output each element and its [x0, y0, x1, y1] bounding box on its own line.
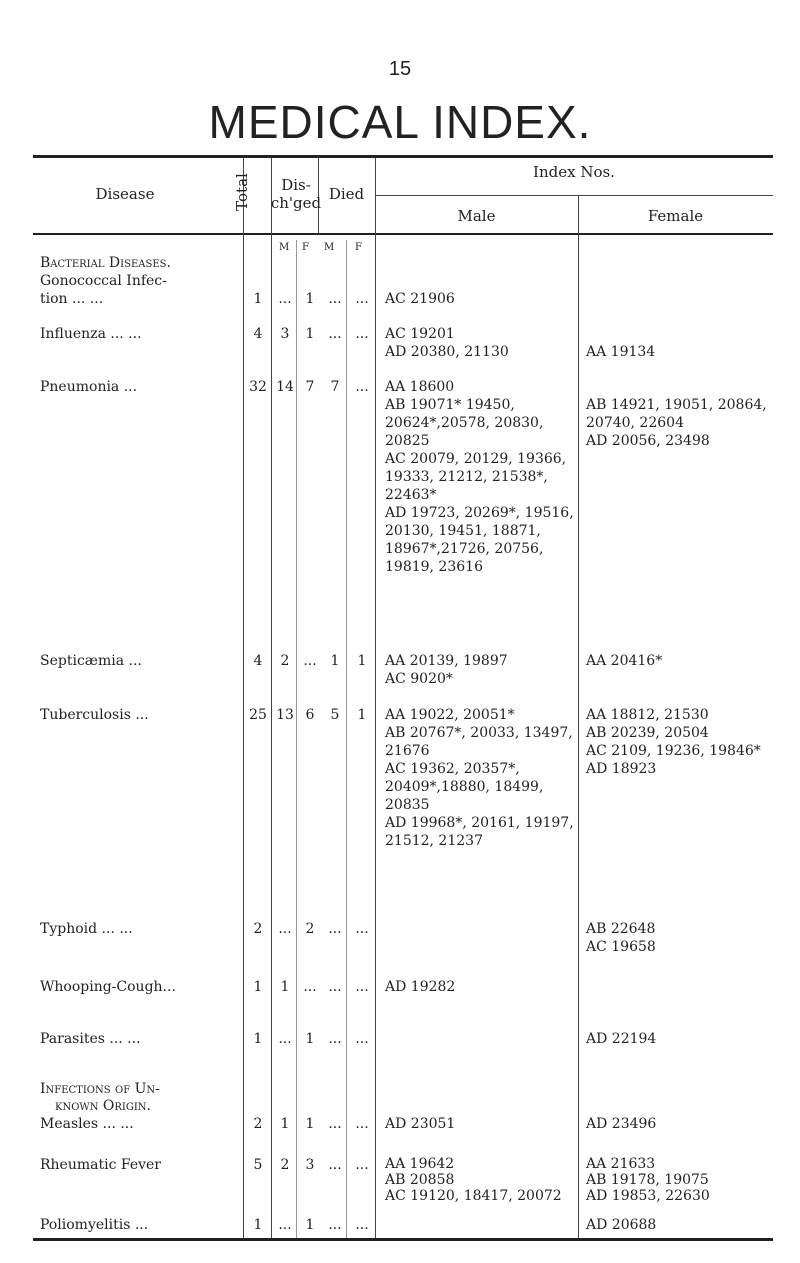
disease-name: Tuberculosis ...	[40, 707, 149, 723]
disease-name: Septicæmia ...	[40, 653, 142, 669]
male-index: AA 19642 AB 20858 AC 19120, 18417, 20072	[385, 1156, 562, 1204]
discharged-f: ...	[303, 653, 317, 669]
discharged-f: ...	[303, 979, 317, 995]
discharged-f: 1	[305, 326, 315, 342]
female-index: AA 20416*	[586, 653, 663, 669]
discharged-m: ...	[278, 291, 292, 307]
died-f: ...	[355, 1217, 369, 1233]
total: 5	[253, 1157, 263, 1173]
header-male: Male	[457, 207, 496, 225]
disease-name: Rheumatic Fever	[40, 1157, 161, 1173]
index-subrule	[375, 195, 773, 196]
sub-died-m: M	[324, 242, 335, 253]
bottom-rule	[33, 1238, 773, 1241]
female-index: AB 22648 AC 19658	[586, 921, 656, 955]
total: 2	[253, 1116, 263, 1132]
discharged-f: 6	[305, 707, 315, 723]
female-index: AA 19134	[586, 344, 656, 360]
female-index: AA 18812, 21530 AB 20239, 20504 AC 2109, 19236, 19846* AD 18923	[586, 707, 761, 777]
discharged-m: 2	[280, 653, 290, 669]
page-number: 15	[388, 58, 412, 80]
died-f: 1	[357, 707, 367, 723]
died-m: 1	[330, 653, 340, 669]
col-divider	[375, 158, 376, 1238]
header-disease: Disease	[95, 185, 155, 203]
total: 1	[253, 291, 263, 307]
male-index: AC 19201 AD 20380, 21130	[385, 326, 509, 360]
header-index: Index Nos.	[533, 163, 615, 181]
discharged-f: 7	[305, 379, 315, 395]
discharged-f: 1	[305, 1217, 315, 1233]
header-died: Died	[328, 185, 365, 203]
disease-name: Measles ... ...	[40, 1116, 134, 1132]
discharged-f: 2	[305, 921, 315, 937]
disease-name: Whooping-Cough...	[40, 979, 176, 995]
section-unknown: Infections of Un-	[40, 1081, 160, 1097]
died-f: ...	[355, 379, 369, 395]
disease-name: Influenza ... ...	[40, 326, 142, 342]
female-index: AD 22194	[586, 1031, 657, 1047]
female-index: AD 20688	[586, 1217, 657, 1233]
total: 1	[253, 979, 263, 995]
discharged-m: ...	[278, 1031, 292, 1047]
col-divider	[578, 196, 579, 1238]
disease-name: Typhoid ... ...	[40, 921, 133, 937]
died-m: ...	[328, 921, 342, 937]
male-index: AD 19282	[385, 979, 456, 995]
header-rule	[33, 233, 773, 235]
total: 4	[253, 326, 263, 342]
died-f: ...	[355, 921, 369, 937]
died-m: ...	[328, 291, 342, 307]
died-m: 7	[330, 379, 340, 395]
sub-died-f: F	[355, 242, 362, 253]
female-index: AA 21633 AB 19178, 19075 AD 19853, 22630	[586, 1156, 710, 1204]
page-title: MEDICAL INDEX.	[208, 96, 592, 148]
discharged-f: 3	[305, 1157, 315, 1173]
died-m: 5	[330, 707, 340, 723]
total: 1	[253, 1217, 263, 1233]
discharged-m: ...	[278, 1217, 292, 1233]
died-f: ...	[355, 979, 369, 995]
died-m: ...	[328, 1217, 342, 1233]
discharged-f: 1	[305, 291, 315, 307]
female-index: AB 14921, 19051, 20864, 20740, 22604 AD 20056, 23498	[586, 397, 767, 449]
disease-name: Parasites ... ...	[40, 1031, 141, 1047]
discharged-f: 1	[305, 1116, 315, 1132]
discharged-m: 14	[276, 379, 294, 395]
discharged-f: 1	[305, 1031, 315, 1047]
col-divider	[271, 158, 272, 1238]
sub-dis-f: F	[302, 242, 309, 253]
header-female: Female	[647, 207, 704, 225]
section-bacterial: Bacterial Diseases.	[40, 255, 171, 271]
died-f: ...	[355, 1157, 369, 1173]
disease-name: Gonococcal Infec-	[40, 273, 167, 289]
died-m: ...	[328, 1157, 342, 1173]
died-f: 1	[357, 653, 367, 669]
total: 25	[249, 707, 267, 723]
female-index: AD 23496	[586, 1116, 657, 1132]
male-index: AA 18600 AB 19071* 19450, 20624*,20578, 20830, 20825 AC 20079, 20129, 19366, 19333, 21212, 21538*, 22463* AD 19723, 20269*, 19516, 20130, 19451, 18871, 18967*,21726, 20756, 19819, 23616	[385, 379, 574, 575]
died-m: ...	[328, 1116, 342, 1132]
col-divider	[243, 158, 244, 1238]
section-unknown-2: known Origin.	[55, 1098, 151, 1114]
male-index: AC 21906	[385, 291, 455, 307]
discharged-m: ...	[278, 921, 292, 937]
discharged-m: 1	[280, 1116, 290, 1132]
male-index: AA 20139, 19897 AC 9020*	[385, 653, 508, 687]
total: 32	[249, 379, 267, 395]
header-total: Total	[233, 173, 251, 211]
header-discharged: Dis- ch'ged	[270, 176, 322, 212]
died-f: ...	[355, 1031, 369, 1047]
male-index: AA 19022, 20051* AB 20767*, 20033, 13497, 21676 AC 19362, 20357*, 20409*,18880, 18499, 20835 AD 19968*, 20161, 19197, 21512, 21237	[385, 707, 574, 849]
male-index: AD 23051	[385, 1116, 456, 1132]
died-f: ...	[355, 1116, 369, 1132]
discharged-m: 2	[280, 1157, 290, 1173]
discharged-m: 1	[280, 979, 290, 995]
died-m: ...	[328, 326, 342, 342]
total: 4	[253, 653, 263, 669]
died-m: ...	[328, 1031, 342, 1047]
total: 1	[253, 1031, 263, 1047]
died-f: ...	[355, 326, 369, 342]
discharged-m: 3	[280, 326, 290, 342]
disease-name: Poliomyelitis ...	[40, 1217, 149, 1233]
died-m: ...	[328, 979, 342, 995]
discharged-m: 13	[276, 707, 294, 723]
disease-name-cont: tion ... ...	[40, 291, 104, 307]
total: 2	[253, 921, 263, 937]
died-f: ...	[355, 291, 369, 307]
top-rule	[33, 155, 773, 158]
sub-dis-m: M	[279, 242, 290, 253]
disease-name: Pneumonia ...	[40, 379, 138, 395]
